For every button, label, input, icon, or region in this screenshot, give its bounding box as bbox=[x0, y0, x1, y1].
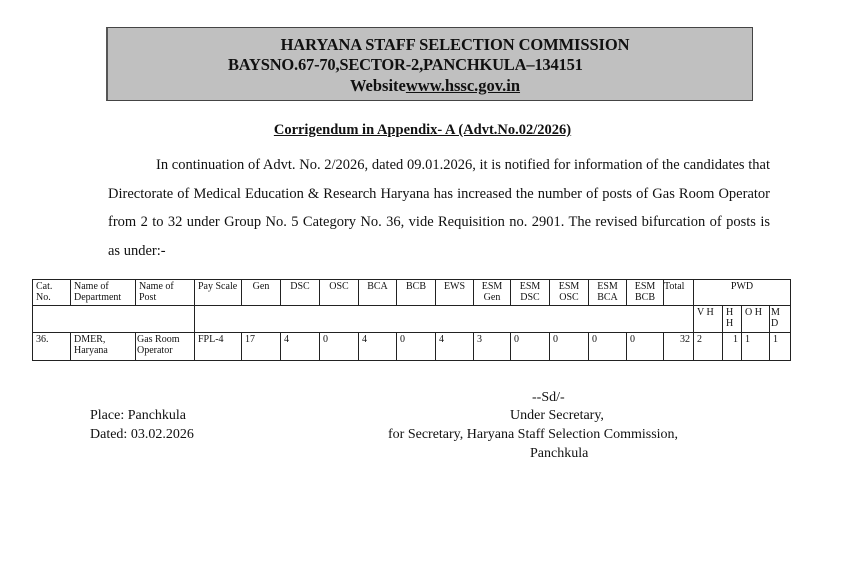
notice-paragraph-text: In continuation of Advt. No. 2/2026, dated 09.01.2026, it is notified for information of the candidates that Directorate of Medical Education & Research Haryana has increased the number of posts of Gas Room Operator from 2 to 32 under Group No. 5 Category No. 36, vide Requisition no. 2901. The revised bifurcation of posts is as under:- bbox=[108, 157, 770, 259]
website-label: Website bbox=[349, 76, 406, 95]
header-pwd-hh: H H bbox=[723, 306, 742, 333]
cell-esm-osc: 0 bbox=[550, 333, 589, 361]
cell-pwd-vh: 2 bbox=[694, 333, 723, 361]
table-subheader-row bbox=[33, 306, 791, 333]
cell-bca: 4 bbox=[359, 333, 397, 361]
header-pay-scale: Pay Scale bbox=[195, 280, 242, 306]
header-esm-gen: ESM Gen bbox=[474, 280, 511, 306]
header-pwd-md: M D bbox=[770, 306, 791, 333]
header-gen: Gen bbox=[242, 280, 281, 306]
header-bca: BCA bbox=[359, 280, 397, 306]
cell-dsc: 4 bbox=[281, 333, 320, 361]
cell-pwd-hh: 1 bbox=[723, 333, 742, 361]
cell-pwd-md: 1 bbox=[770, 333, 791, 361]
header-pwd-oh: O H bbox=[742, 306, 770, 333]
cell-department: DMER, Haryana bbox=[71, 333, 136, 361]
signatory-designation: Under Secretary, bbox=[510, 408, 604, 423]
cell-esm-bcb: 0 bbox=[627, 333, 664, 361]
header-pwd: PWD bbox=[694, 280, 791, 306]
website-link[interactable]: www.hssc.gov.in bbox=[405, 76, 521, 95]
commission-header-box bbox=[106, 27, 753, 101]
notice-paragraph bbox=[108, 151, 770, 265]
header-osc: OSC bbox=[320, 280, 359, 306]
header-ews: EWS bbox=[436, 280, 474, 306]
corrigendum-title bbox=[0, 122, 857, 139]
cell-esm-bca: 0 bbox=[589, 333, 627, 361]
header-dsc: DSC bbox=[281, 280, 320, 306]
subheader-blank-right bbox=[195, 306, 694, 333]
posts-bifurcation-table bbox=[32, 279, 791, 361]
header-esm-dsc: ESM DSC bbox=[511, 280, 550, 306]
dated-text: Dated: 03.02.2026 bbox=[90, 427, 194, 442]
cell-ews: 4 bbox=[436, 333, 474, 361]
org-name: HARYANA STAFF SELECTION COMMISSION bbox=[280, 35, 630, 54]
cell-post: Gas Room Operator bbox=[136, 333, 195, 361]
cell-osc: 0 bbox=[320, 333, 359, 361]
place-text: Place: Panchkula bbox=[90, 408, 187, 423]
table-header-row bbox=[33, 280, 791, 306]
header-bcb: BCB bbox=[397, 280, 436, 306]
cell-pay-scale: FPL-4 bbox=[195, 333, 242, 361]
header-department: Name of Department bbox=[71, 280, 136, 306]
header-pwd-vh: V H bbox=[694, 306, 723, 333]
org-address: BAYSNO.67-70,SECTOR-2,PANCHKULA–134151 bbox=[228, 55, 583, 74]
header-esm-bcb: ESM BCB bbox=[627, 280, 664, 306]
header-total: Total bbox=[664, 280, 694, 306]
cell-pwd-oh: 1 bbox=[742, 333, 770, 361]
signatory-location: Panchkula bbox=[530, 446, 589, 461]
header-post: Name of Post bbox=[136, 280, 195, 306]
table-row bbox=[33, 333, 791, 361]
signed-mark: --Sd/- bbox=[532, 390, 565, 405]
cell-total: 32 bbox=[664, 333, 694, 361]
header-esm-bca: ESM BCA bbox=[589, 280, 627, 306]
signatory-for-line: for Secretary, Haryana Staff Selection Commission, bbox=[388, 427, 679, 442]
header-cat-no: Cat. No. bbox=[33, 280, 71, 306]
subheader-blank-left bbox=[33, 306, 195, 333]
cell-bcb: 0 bbox=[397, 333, 436, 361]
corrigendum-title-text: Corrigendum in Appendix- A (Advt.No.02/2026) bbox=[273, 122, 572, 138]
cell-esm-dsc: 0 bbox=[511, 333, 550, 361]
cell-esm-gen: 3 bbox=[474, 333, 511, 361]
cell-gen: 17 bbox=[242, 333, 281, 361]
cell-cat-no: 36. bbox=[33, 333, 71, 361]
header-esm-osc: ESM OSC bbox=[550, 280, 589, 306]
website-line bbox=[108, 76, 752, 96]
